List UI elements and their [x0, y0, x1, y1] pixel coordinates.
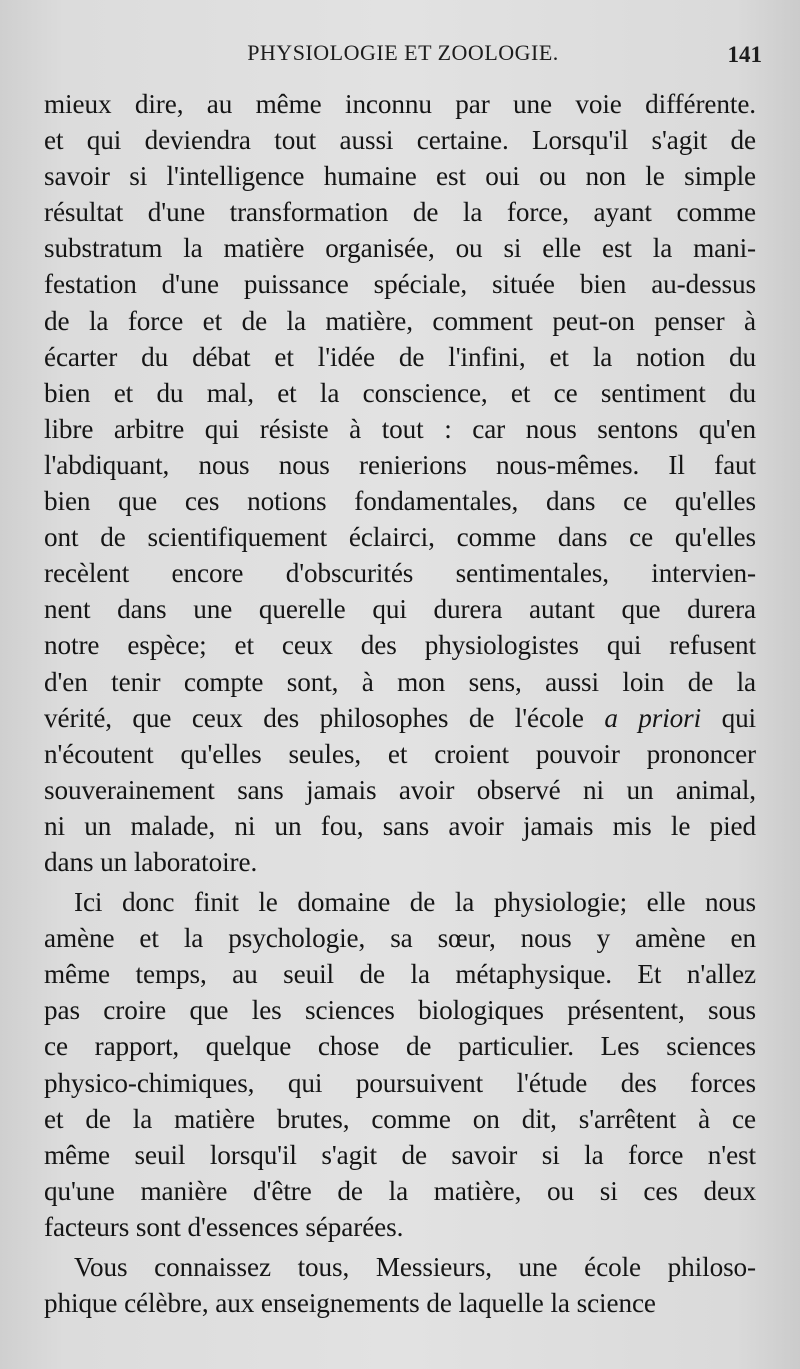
text-line: n'écoutent qu'elles seules, et croient pouvoir prononcer: [44, 738, 756, 769]
text-line: bien et du mal, et la conscience, et ce sentiment du: [44, 377, 756, 408]
text-line: nent dans une querelle qui durera autant que durera: [44, 594, 756, 625]
running-head: [44, 40, 762, 74]
text-line: ont de scientifiquement éclairci, comme dans ce qu'elles: [44, 522, 756, 553]
text-line: même seuil lorsqu'il s'agit de savoir si la force n'est: [44, 1139, 756, 1170]
text-line: ni un malade, ni un fou, sans avoir jamais mis le pied: [44, 810, 756, 841]
text-line: résultat d'une transformation de la force, ayant comme: [44, 197, 756, 228]
text-line: festation d'une puissance spéciale, située bien au-dessus: [44, 269, 756, 300]
page-number: 141: [727, 42, 762, 67]
text-line: physico-chimiques, qui poursuivent l'étude des forces: [44, 1067, 756, 1098]
text-line: écarter du débat et l'idée de l'infini, et la notion du: [44, 341, 756, 372]
text-line: et qui deviendra tout aussi certaine. Lorsqu'il s'agit de: [44, 125, 756, 156]
text-line: souverainement sans jamais avoir observé ni un animal,: [44, 774, 756, 805]
text-line: Vous connaissez tous, Messieurs, une école philoso-: [74, 1252, 756, 1282]
text-line: mieux dire, au même inconnu par une voie différente.: [44, 89, 756, 119]
body-text: [44, 86, 756, 1321]
paragraph: [44, 1249, 756, 1321]
text-line: d'en tenir compte sont, à mon sens, aussi loin de la: [44, 666, 756, 697]
paragraph: [44, 86, 756, 880]
text-line: phique célèbre, aux enseignements de laquelle la science: [44, 1288, 656, 1319]
italic-phrase: a priori: [604, 702, 702, 733]
text-line: de la force et de la matière, comment peut-on penser à: [44, 305, 756, 336]
running-title: PHYSIOLOGIE ET ZOOLOGIE.: [247, 40, 559, 65]
text-line: recèlent encore d'obscurités sentimentales, intervien-: [44, 558, 756, 589]
text-line: qu'une manière d'être de la matière, ou si ces deux: [44, 1175, 756, 1206]
text-line: Ici donc finit le domaine de la physiologie; elle nous: [74, 887, 756, 918]
text-line: bien que ces notions fondamentales, dans ce qu'elles: [44, 486, 756, 517]
text-line: vérité, que ceux des philosophes de l'école a priori qui: [44, 702, 757, 733]
text-line: dans un laboratoire.: [44, 846, 258, 877]
text-line: ce rapport, quelque chose de particulier. Les sciences: [44, 1031, 756, 1062]
text-line: pas croire que les sciences biologiques présentent, sous: [44, 995, 756, 1026]
text-line: notre espèce; et ceux des physiologistes qui refusent: [44, 630, 756, 661]
text-line: facteurs sont d'essences séparées.: [44, 1211, 404, 1242]
text-line: substratum la matière organisée, ou si elle est la mani-: [44, 233, 756, 264]
text-line: savoir si l'intelligence humaine est oui ou non le simple: [44, 161, 756, 192]
text-line: même temps, au seuil de la métaphysique. Et n'allez: [44, 959, 756, 990]
text-line: libre arbitre qui résiste à tout : car nous sentons qu'en: [44, 413, 756, 444]
text-line: amène et la psychologie, sa sœur, nous y amène en: [44, 923, 756, 954]
paragraph: [44, 884, 756, 1245]
text-line: l'abdiquant, nous nous renierions nous-mêmes. Il faut: [44, 449, 756, 480]
text-line: et de la matière brutes, comme on dit, s'arrêtent à ce: [44, 1103, 756, 1134]
